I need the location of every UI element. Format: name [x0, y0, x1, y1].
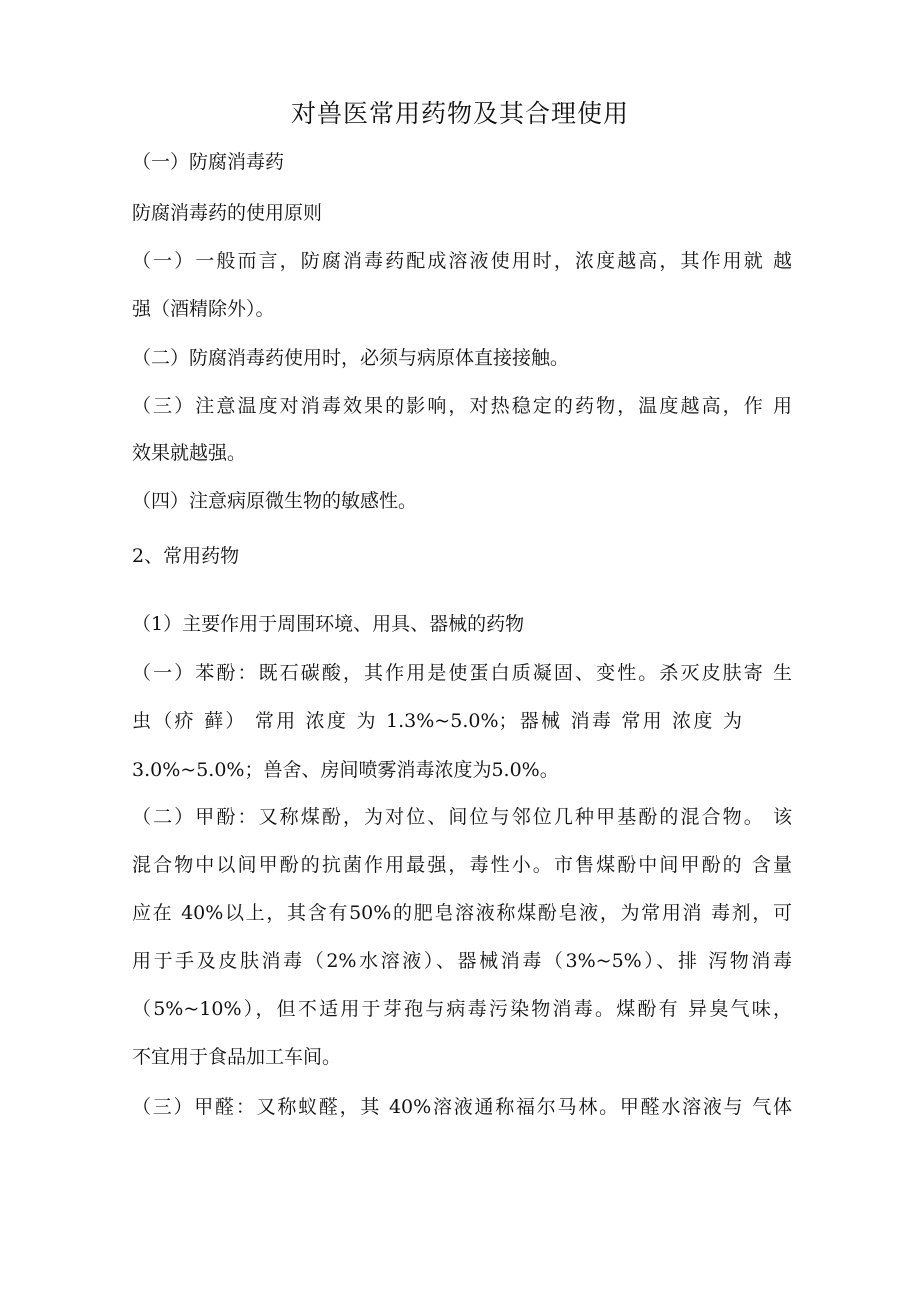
section-heading-common-drugs: 2、常用药物 [132, 545, 240, 567]
paragraph-line: 应在 40%以上，其含有50%的肥皂溶液称煤酚皂液，为常用消 毒剂，可 [132, 902, 792, 924]
paragraph-line: （二）甲酚：又称煤酚，为对位、间位与邻位几种甲基酚的混合物。 该 [132, 806, 792, 828]
subheading-usage-principles: 防腐消毒药的使用原则 [132, 202, 323, 224]
paragraph-line: （一）苯酚：既石碳酸，其作用是使蛋白质凝固、变性。杀灭皮肤寄 生 [132, 662, 792, 684]
paragraph-line: 效果就越强。 [132, 442, 247, 464]
paragraph-line: （三）甲醛：又称蚁醛，其 40%溶液通称福尔马林。甲醛水溶液与 气体 [132, 1096, 792, 1118]
paragraph-line: 3.0%~5.0%；兽舍、房间喷雾消毒浓度为5.0%。 [132, 759, 559, 781]
section-heading-disinfectants: （一）防腐消毒药 [132, 151, 285, 173]
paragraph-line: （三）注意温度对消毒效果的影响，对热稳定的药物，温度越高，作 用 [132, 395, 792, 417]
paragraph-line: （二）防腐消毒药使用时，必须与病原体直接接触。 [132, 347, 570, 369]
subheading-environment-drugs: （1）主要作用于周围环境、用具、器械的药物 [132, 613, 525, 635]
paragraph-line: （5%~10%），但不适用于芽孢与病毒污染物消毒。煤酚有 异臭气味， [132, 998, 792, 1020]
paragraph-line: 混合物中以间甲酚的抗菌作用最强，毒性小。市售煤酚中间甲酚的 含量 [132, 854, 792, 876]
paragraph-line: 强（酒精除外）。 [132, 298, 275, 320]
paragraph-line: （四）注意病原微生物的敏感性。 [132, 490, 418, 512]
paragraph-line: 不宜用于食品加工车间。 [132, 1046, 342, 1068]
paragraph-line: （一）一般而言，防腐消毒药配成溶液使用时，浓度越高，其作用就 越 [132, 250, 792, 272]
paragraph-line: 用于手及皮肤消毒（2%水溶液）、器械消毒（3%~5%）、排 泻物消毒 [132, 950, 792, 972]
document-title: 对兽医常用药物及其合理使用 [290, 99, 629, 128]
paragraph-line: 虫（疥 藓） 常用 浓度 为 1.3%~5.0%；器械 消毒 常用 浓度 为 [132, 710, 742, 732]
